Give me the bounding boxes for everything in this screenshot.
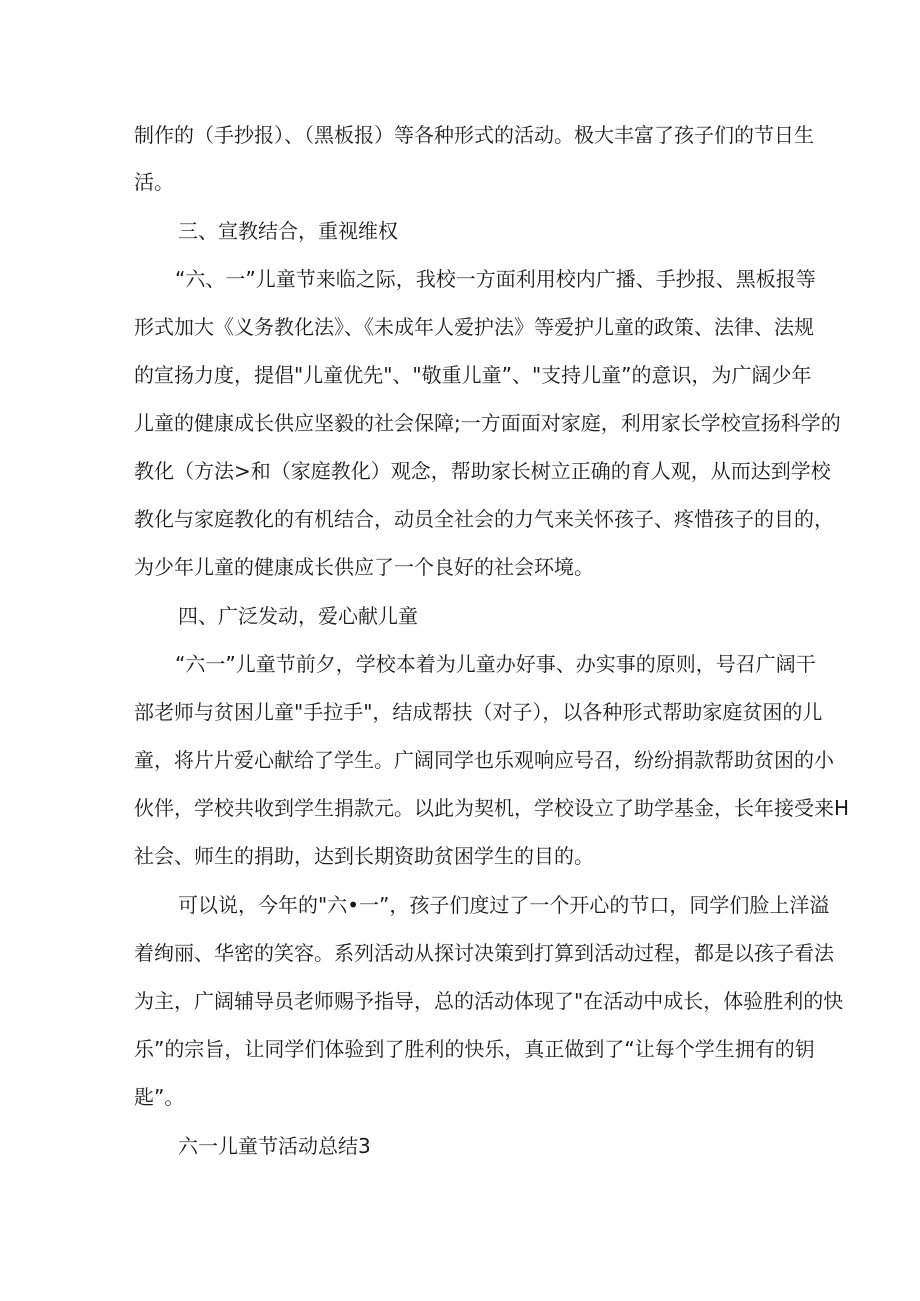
paragraph-line: 的宣扬力度，提倡"儿童优先"、"敬重儿童”、"支持儿童”的意识，为广阔少年: [134, 363, 812, 387]
paragraph-line: 可以说，今年的"六•一”，孩子们度过了一个开心的节口，同学们脸上洋溢: [178, 893, 830, 917]
paragraph-line: 社会、师生的捐助，达到长期资助贫困学生的目的。: [134, 844, 594, 868]
paragraph-line: 形式加大《义务教化法》、《未成年人爱护法》等爱护儿童的政策、法律、法规: [134, 315, 814, 339]
paragraph-line: “六一”儿童节前夕，学校本着为儿童办好事、办实事的原则，号召广阔干: [175, 652, 816, 676]
section-heading: 三、宣教结合，重视维权: [178, 219, 398, 243]
section-heading: 四、广泛发动，爱心献儿童: [178, 604, 418, 628]
paragraph-line: 伙伴，学校共收到学生捐款元。以此为契机，学校设立了助学基金，长年接受来H: [134, 796, 850, 820]
paragraph-line: 为主，广阔辅导员老师赐予指导，总的活动体现了"在活动中成长，体验胜利的快: [134, 989, 844, 1013]
paragraph-line: 匙”。: [134, 1085, 185, 1109]
paragraph-line: 着绚丽、华密的笑容。系列活动从探讨决策到打算到活动过程，都是以孩子看法: [134, 941, 834, 965]
paragraph-line: “六、一”儿童节来临之际，我校一方面利用校内广播、手抄报、黑板报等: [175, 267, 816, 291]
section-heading: 六一儿童节活动总结3: [178, 1134, 371, 1158]
paragraph-line: 乐”的宗旨，让同学们体验到了胜利的快乐，真正做到了“让每个学生拥有的钥: [134, 1037, 815, 1061]
paragraph-line: 童，将片片爱心献给了学生。广阔同学也乐观响应号召，纷纷捐款帮助贫困的小: [134, 748, 834, 772]
paragraph-line: 教化与家庭教化的有机结合，动员全社会的力气来关怀孩子、疼惜孩子的目的，: [134, 507, 834, 531]
paragraph-line: 为少年儿童的健康成长供应了一个良好的社会环境。: [134, 555, 594, 579]
paragraph-line: 教化（方法>和（家庭教化）观念，帮助家长树立正确的育人观，从而达到学校: [134, 459, 831, 483]
paragraph-line: 儿童的健康成长供应坚毅的社会保障;一方面面对家庭，利用家长学校宣扬科学的: [134, 411, 841, 435]
paragraph-line: 部老师与贫困儿童"手拉手"，结成帮扶（对子），以各种形式帮助家庭贫困的儿: [134, 700, 823, 724]
paragraph-line: 制作的（手抄报）、（黑板报）等各种形式的活动。极大丰富了孩子们的节日生: [134, 123, 814, 147]
paragraph-line: 活。: [134, 170, 174, 194]
